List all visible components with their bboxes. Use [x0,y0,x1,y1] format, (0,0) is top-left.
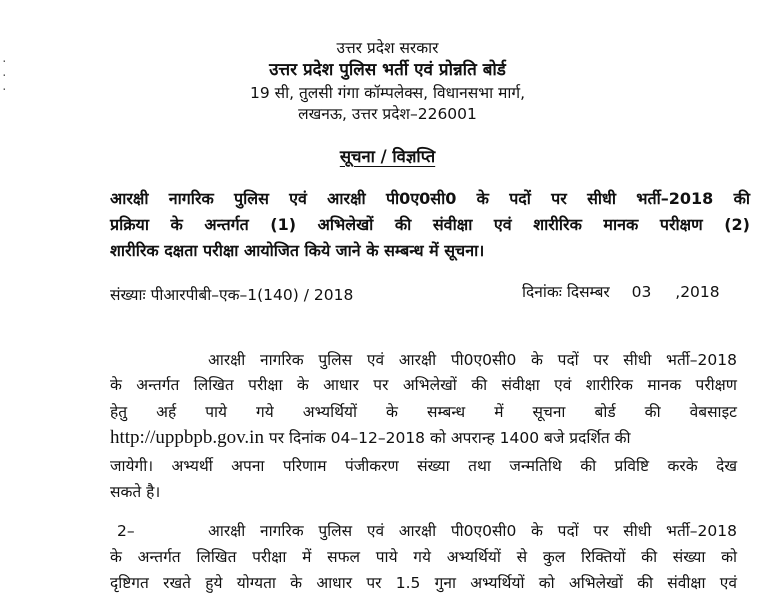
board-name: उत्तर प्रदेश पुलिस भर्ती एवं प्रोन्नति बोर्ड [269,60,506,80]
para1-line-1: आरक्षी नागरिक पुलिस एवं आरक्षी पी0ए0सी0 के पदों पर सीधी भर्ती–2018 [208,351,737,369]
address-line-2: लखनऊ, उत्तर प्रदेश–226001 [298,105,477,123]
subject-line-2: प्रक्रिया के अन्तर्गत (1) अभिलेखों की संवीक्षा एवं शारीरिक मानक परीक्षण (2) [110,215,750,234]
subject-line-1: आरक्षी नागरिक पुलिस एवं आरक्षी पी0ए0सी0 के पदों पर सीधी भर्ती–2018 की [110,189,750,208]
subject-line-3: शारीरिक दक्षता परीक्षा आयोजित किये जाने के सम्बन्ध में सूचना। [110,241,485,260]
para1-line-4-rest: पर दिनांक 04–12–2018 को अपरान्ह 1400 बजे प्रदर्शित की [268,429,631,447]
scan-edge-mark: . [1,52,8,65]
para1-line-2: के अन्तर्गत लिखित परीक्षा के आधार पर अभिलेखों की संवीक्षा एवं शारीरिक मानक परीक्षण [110,376,737,394]
scan-edge-mark: . [1,80,8,93]
para2-number: 2– [117,522,135,540]
reference-number: संख्याः पीआरपीबी–एक–1(140) / 2018 [110,286,354,304]
para1-line-6: सकते है। [110,483,161,501]
date-label: दिनांकः दिसम्बर [522,283,610,301]
date-day: 03 [631,283,652,301]
government-name: उत्तर प्रदेश सरकार [336,39,439,57]
para2-line-1: आरक्षी नागरिक पुलिस एवं आरक्षी पी0ए0सी0 के पदों पर सीधी भर्ती–2018 [208,522,737,540]
para1-line-3: हेतु अर्ह पाये गये अभ्यर्थियों के सम्बन्ध में सूचना बोर्ड की वेबसाइट [110,403,737,421]
notice-title: सूचना / विज्ञप्ति [339,147,436,166]
para2-line-2: के अन्तर्गत लिखित परीक्षा में सफल पाये गये अभ्यर्थियों से कुल रिक्तियों की संख्या को [110,548,737,566]
date-year: ,2018 [675,283,720,301]
para1-line-4 [110,428,631,448]
address-line-1: 19 सी, तुलसी गंगा कॉम्पलेक्स, विधानसभा मार्ग, [249,84,526,102]
para2-line-3: दृष्टिगत रखते हुये योग्यता के आधार पर 1.5 गुना अभ्यर्थियों को अभिलेखों की संवीक्षा एवं [110,574,737,592]
website-url: http://uppbpb.gov.in [110,427,264,448]
para1-line-5: जायेगी। अभ्यर्थी अपना परिणाम पंजीकरण संख्या तथा जन्मतिथि की प्रविष्टि करके देख [110,457,737,475]
date-line [522,282,720,302]
scan-edge-mark: . [1,66,8,79]
